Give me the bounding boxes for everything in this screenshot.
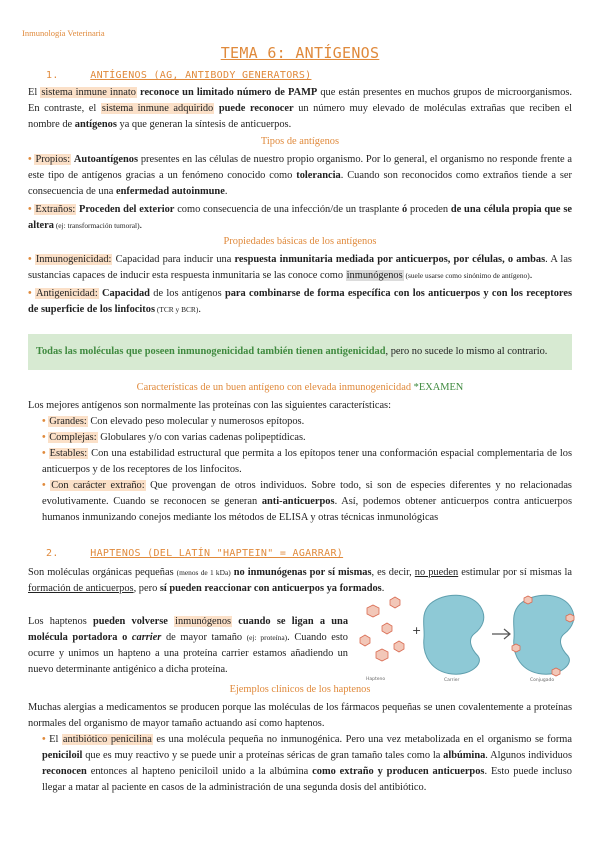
hapten-molecule [360, 635, 370, 646]
caracteristicas-title: Características de un buen antígeno con elevada inmunogenicidad *EXAMEN [136, 382, 464, 393]
bound-hapten [524, 596, 532, 604]
bound-hapten [552, 668, 560, 676]
tipos-extranos: • Extraños: Proceden del exterior como consecuencia de una infección/de un trasplante ó proceden de una célula propia que se altera (ej: transformación tumoral). [28, 204, 572, 231]
hapten-molecules-left [360, 597, 404, 661]
subject-header: Inmunología Veterinaria [22, 28, 105, 38]
prop-antigenicidad: • Antigenicidad: Capacidad de los antígenos para combinarse de forma específica con los anticuerpos y con los receptores de superficie de los linfocitos (TCR y BCR). [28, 288, 572, 315]
bound-hapten [566, 614, 574, 622]
list-item: • Complejas: Globulares y/o con varias cadenas polipeptídicas. [42, 432, 306, 443]
intro-paragraph: El sistema inmune innato reconoce un limitado número de PAMP que están presentes en muchos grupos de microorganismos. En contraste, el sistema inmune adquirido puede reconocer un número muy elevado de moléculas extrañas que reciben el nombre de antígenos ya que generan la síntesis de anticuerpos. [28, 87, 572, 130]
caracteristicas-intro: Los mejores antígenos son normalmente las proteínas con las siguientes características: [28, 400, 391, 411]
hapten-molecule [394, 641, 404, 652]
haptenos-paragraph-1: Son moléculas orgánicas pequeñas (menos de 1 kDa) no inmunógenas por sí mismas, es decir, no pueden estimular por sí mismas la formación de anticuerpos, pero sí pueden reaccionar con anticuerpos ya formados. [28, 567, 573, 594]
bound-hapten [512, 644, 520, 652]
list-item: • Grandes: Con elevado peso molecular y numerosos epítopos. [42, 416, 305, 427]
section-2-number: 2. [46, 548, 59, 559]
ejemplos-intro: Muchas alergias a medicamentos se producen porque las moléculas de los fármacos pequeñas se unen covalentemente a proteínas normales del organismo de mayor tamaño actuando así como haptenos. [28, 702, 572, 729]
caracteristicas-list [42, 414, 572, 526]
label-conjugado: Conjugado [530, 678, 555, 683]
section-1-title: ANTÍGENOS (AG, ANTIBODY GENERATORS) [90, 70, 312, 81]
propiedades-title: Propiedades básicas de los antígenos [223, 236, 377, 247]
conjugate-cell [514, 595, 574, 674]
section-2-heading [46, 548, 343, 559]
note-box [28, 334, 572, 370]
exam-tag: *EXAMEN [411, 382, 464, 393]
list-item: • Con carácter extraño: Que provengan de otros individuos. Sobre todo, si son de especies diferentes y no relacionadas evolutivamente. Cuando se reconocen se generan anti-anticuerpos. Así, podemos obtener anticuerpos contra anticuerpos humanos inmunizando conejos mediante los métodos de ELISA y otras técnicas inmunológicas [42, 480, 572, 523]
list-item: • Estables: Con una estabilidad estructural que permita a los epítopos tener una conformación espacial complementaria de los anticuerpos y de los receptores de los linfocitos. [42, 448, 572, 475]
section-1-heading [46, 70, 311, 81]
section-1-number: 1. [46, 70, 59, 81]
arrow-icon [492, 629, 510, 639]
hapten-molecule [382, 623, 392, 634]
ejemplo-penicilina: • El antibiótico penicilina es una molécula pequeña no inmunogénica. Pero una vez metabolizada en el organismo se forma peniciloil que es muy reactivo y se puede unir a proteínas séricas de gran tamaño tales como la albúmina. Algunos individuos reconocen entonces al hapteno peniciloil unido a la albúmina como extraño y producen anticuerpos. Esto puede incluso llegar a matar al paciente en casos de la administración de una segunda dosis del antibiótico. [42, 734, 572, 793]
prop-inmunogenicidad: • Inmunogenicidad: Capacidad para inducir una respuesta inmunitaria mediada por anticuerpos, por células, o ambas. A las sustancias capaces de inducir esta respuesta inmunitaria se las conoce como inmunógenos (suele usarse como sinónimo de antígeno). [28, 254, 572, 281]
carrier-protein-cell [424, 595, 484, 674]
hapten-molecule [376, 649, 388, 661]
note-text: Todas las moléculas que poseen inmunogenicidad también tienen antigenicidad, pero no sucede lo mismo al contrario. [36, 346, 548, 357]
label-carrier: Carrier [444, 678, 460, 683]
plus-sign: + [412, 624, 422, 637]
page-title: TEMA 6: ANTÍGENOS [220, 44, 380, 62]
section-2-title: HAPTENOS (DEL LATÍN "HAPTEIN" = AGARRAR) [90, 548, 344, 559]
label-hapteno: Hapteno [366, 677, 386, 682]
ejemplos-title: Ejemplos clínicos de los haptenos [229, 684, 371, 695]
hapten-molecule [367, 605, 379, 617]
hapten-carrier-figure [352, 586, 582, 684]
tipos-title: Tipos de antígenos [260, 136, 340, 147]
hapten-molecule [390, 597, 400, 608]
haptenos-paragraph-2: Los haptenos pueden volverse inmunógenos cuando se ligan a una molécula portadora o carrier de mayor tamaño (ej: proteína). Cuando esto ocurre y unimos un hapteno a una proteína carrier estamos añadiendo un nuevo determinante antigénico a dicha proteína. [28, 616, 349, 675]
tipos-propios: • Propios: Autoantígenos presentes en las células de nuestro propio organismo. Por lo general, el organismo no responde frente a este tipo de antígenos gracias a un fenómeno conocido como tolerancia. Cuando son reconocidos como extraños tiende a ser consecuencia de una enfermedad autoinmune. [28, 154, 572, 197]
